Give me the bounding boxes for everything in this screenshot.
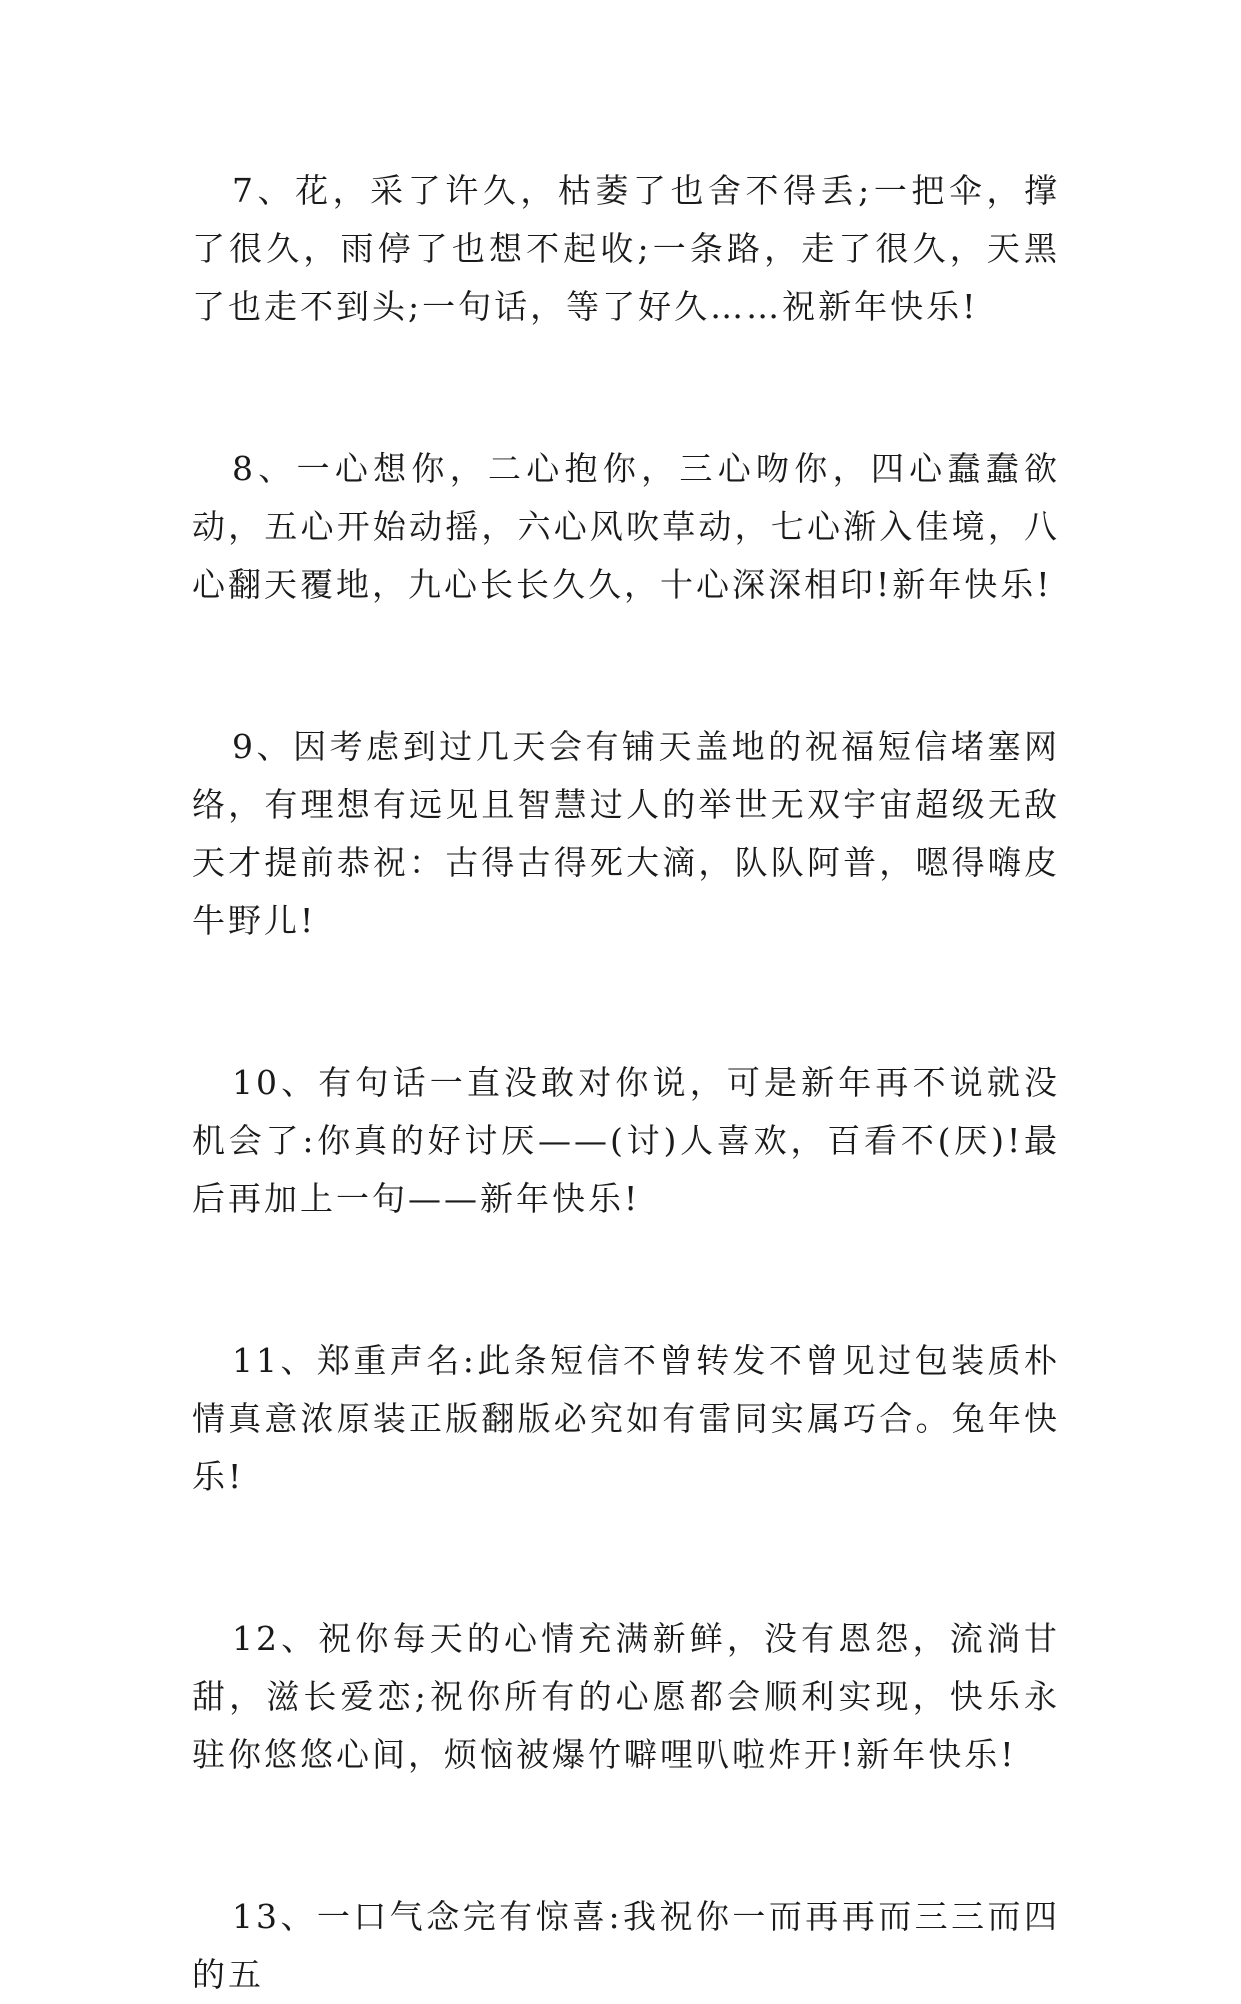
paragraph-10: 10、有句话一直没敢对你说，可是新年再不说就没机会了:你真的好讨厌——(讨)人喜欢，百看不(厌)!最后再加上一句——新年快乐! — [192, 1063, 1060, 1218]
document-body — [192, 162, 1060, 2004]
paragraph-9: 9、因考虑到过几天会有铺天盖地的祝福短信堵塞网络，有理想有远见且智慧过人的举世无双宇宙超级无敌天才提前恭祝：古得古得死大滴，队队阿普，嗯得嗨皮牛野儿! — [192, 727, 1060, 940]
paragraph-8: 8、一心想你，二心抱你，三心吻你，四心蠢蠢欲动，五心开始动摇，六心风吹草动，七心渐入佳境，八心翻天覆地，九心长长久久，十心深深相印!新年快乐! — [192, 449, 1060, 604]
paragraph-12: 12、祝你每天的心情充满新鲜，没有恩怨，流淌甘甜，滋长爱恋;祝你所有的心愿都会顺利实现，快乐永驻你悠悠心间，烦恼被爆竹噼哩叭啦炸开!新年快乐! — [192, 1619, 1060, 1774]
paragraph-13: 13、一口气念完有惊喜:我祝你一而再再而三三而四的五 — [192, 1897, 1060, 1994]
paragraph-11: 11、郑重声名:此条短信不曾转发不曾见过包装质朴情真意浓原装正版翻版必究如有雷同实属巧合。兔年快乐! — [192, 1341, 1060, 1496]
paragraph-7: 7、花，采了许久，枯萎了也舍不得丢;一把伞，撑了很久，雨停了也想不起收;一条路，走了很久，天黑了也走不到头;一句话，等了好久……祝新年快乐! — [192, 171, 1060, 326]
